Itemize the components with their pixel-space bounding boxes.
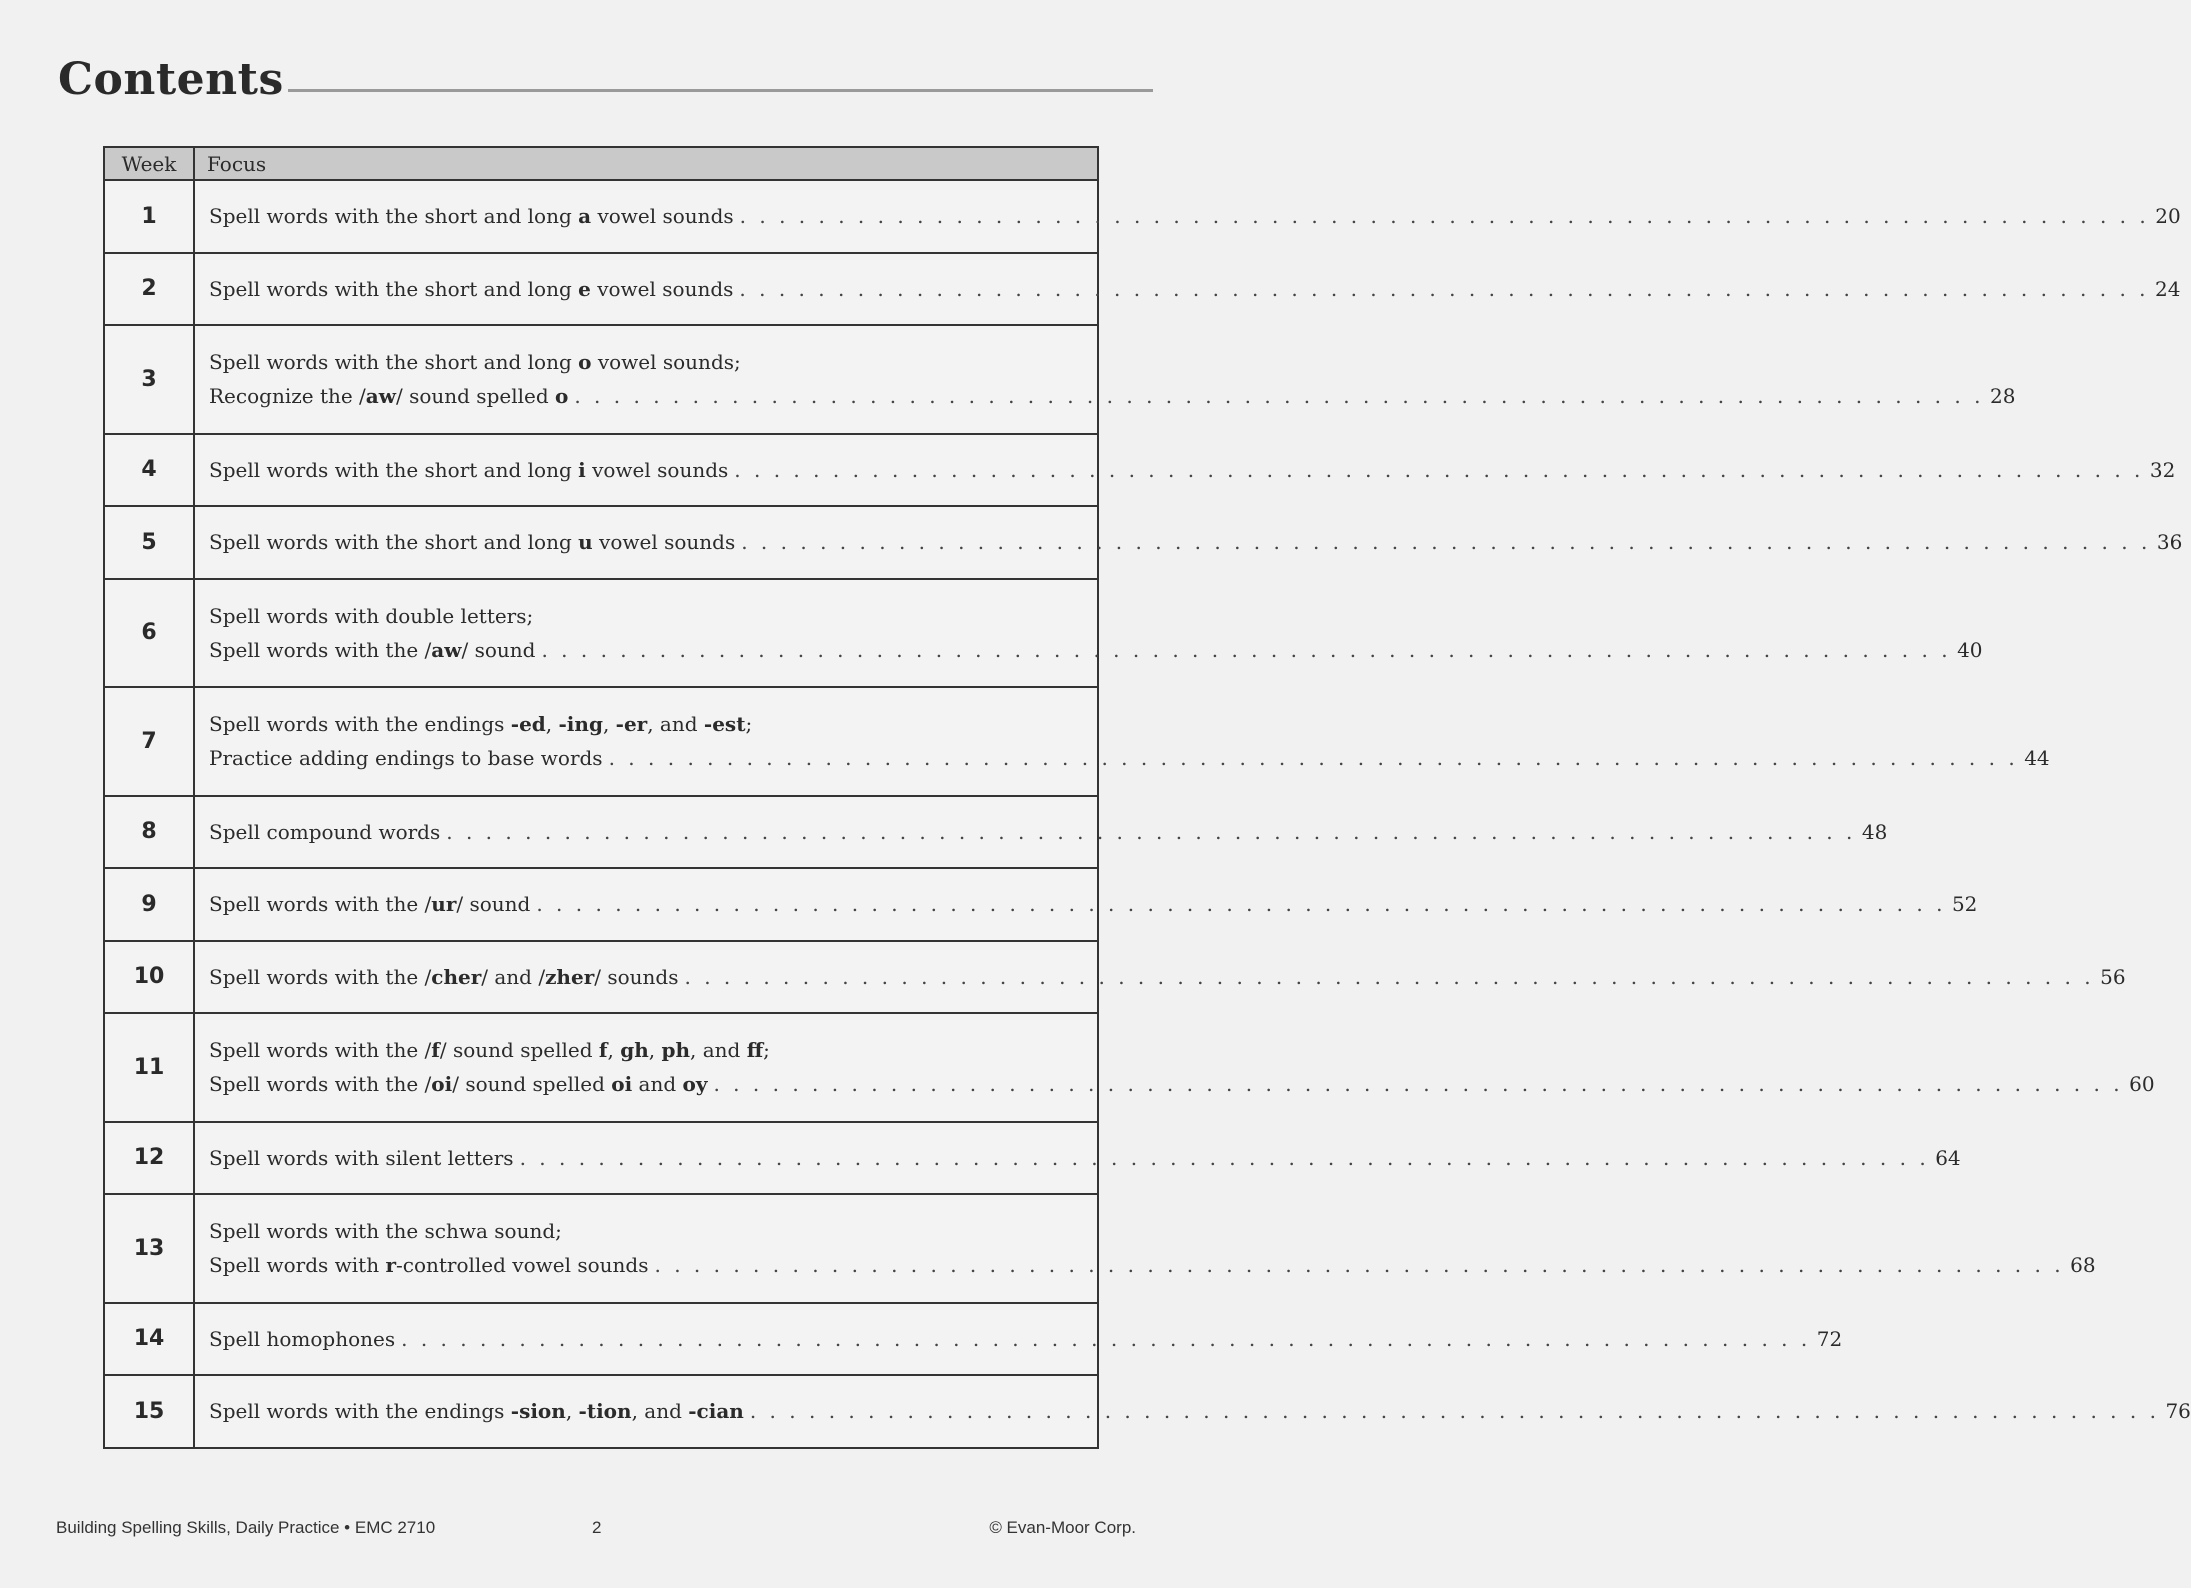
week-number: 12 xyxy=(104,1122,194,1195)
page-number: 40 xyxy=(1957,637,1983,662)
week-number: 13 xyxy=(104,1194,194,1303)
page-number: 48 xyxy=(1861,819,1888,844)
focus-text xyxy=(209,199,734,233)
focus-text-part: vowel sounds xyxy=(585,457,729,482)
focus-line xyxy=(209,1033,1079,1067)
focus-column-header: Focus xyxy=(194,147,1098,180)
week-number: 6 xyxy=(104,579,194,688)
focus-text-bold: -cian xyxy=(688,1399,744,1424)
focus-text-part: / sound spelled xyxy=(452,1072,612,1097)
week-number: 10 xyxy=(104,941,194,1014)
focus-line xyxy=(209,379,2016,413)
focus-text xyxy=(209,815,440,849)
focus-text-bold: f xyxy=(431,1038,440,1063)
focus-text xyxy=(209,960,678,994)
focus-text-bold: ur xyxy=(431,892,457,917)
focus-cell xyxy=(194,579,1983,688)
focus-text-part: Recognize the / xyxy=(209,384,366,409)
footer-copyright: © Evan-Moor Corp. xyxy=(989,1518,1136,1537)
focus-text xyxy=(209,379,568,413)
table-header-row xyxy=(104,147,1098,180)
focus-cell xyxy=(194,1122,1961,1195)
focus-cell xyxy=(194,687,2050,796)
focus-line xyxy=(209,1067,2155,1101)
title-rule xyxy=(288,89,1153,92)
week-number: 1 xyxy=(104,180,194,253)
focus-text-bold: ph xyxy=(661,1038,691,1063)
leader-dots: . . . . . . . . . . . . . . . . . . . . . . . . . . . . . . . . . . . . . . . . . . . . . . . . . . . . . . . . . . . . . . . . . . . . . . . . xyxy=(741,530,2151,555)
focus-text-part: ; xyxy=(763,1038,770,1063)
title-row xyxy=(58,52,1153,105)
leader-dots: . . . . . . . . . . . . . . . . . . . . . . . . . . . . . . . . . . . . . . . . . . . . . . . . . . . . . . . . . . . . . . . . . . . . . . . . xyxy=(574,384,1984,409)
table-row xyxy=(104,180,1098,253)
leader-dots: . . . . . . . . . . . . . . . . . . . . . . . . . . . . . . . . . . . . . . . . . . . . . . . . . . . . . . . . . . . . . . . . . . . . . . . . xyxy=(713,1072,2124,1097)
focus-text-part: Spell compound words xyxy=(209,819,441,844)
focus-text-part: ; xyxy=(745,712,753,737)
focus-text-part: Spell homophones xyxy=(209,1326,396,1351)
focus-line xyxy=(209,1141,1961,1175)
focus-cell xyxy=(194,1303,1843,1376)
table-row xyxy=(104,1303,1098,1376)
page-number: 72 xyxy=(1816,1326,1843,1351)
focus-cell xyxy=(194,253,2181,326)
contents-table xyxy=(103,146,2191,1449)
leader-dots: . . . . . . . . . . . . . . . . . . . . . . . . . . . . . . . . . . . . . . . . . . . . . . . . . . . . . . . . . . . . . . . . . . . . . . . . xyxy=(401,1326,1811,1351)
week-number: 11 xyxy=(104,1013,194,1122)
focus-text-bold: u xyxy=(578,530,593,555)
focus-text-part: -controlled vowel sounds xyxy=(395,1253,649,1278)
focus-text-bold: o xyxy=(578,350,592,375)
focus-text xyxy=(209,272,733,306)
focus-line xyxy=(209,1322,1843,1356)
focus-line xyxy=(209,599,1079,633)
focus-text-bold: aw xyxy=(365,384,396,409)
page-number: 36 xyxy=(2156,530,2183,555)
focus-line xyxy=(209,815,1888,849)
focus-text-part: , and xyxy=(631,1399,689,1424)
focus-line xyxy=(209,1248,2096,1282)
page-number: 56 xyxy=(2100,964,2126,989)
focus-text xyxy=(209,525,735,559)
table-row xyxy=(104,687,1098,796)
table-row xyxy=(104,506,1098,579)
focus-line xyxy=(209,887,1978,921)
focus-text-part: Spell words with the endings xyxy=(209,1399,511,1424)
focus-text-part: Spell words with the short and long xyxy=(209,276,579,301)
table-row xyxy=(104,941,1098,1014)
focus-cell xyxy=(194,180,2181,253)
focus-text-part: Spell words with the / xyxy=(209,1072,432,1097)
table-row xyxy=(104,434,1098,507)
focus-text-part: Spell words with the endings xyxy=(209,712,511,737)
week-column-header: Week xyxy=(104,147,194,180)
week-number: 2 xyxy=(104,253,194,326)
focus-text xyxy=(209,1322,395,1356)
focus-text-part: , xyxy=(602,712,616,737)
table-body xyxy=(104,180,2191,1448)
week-number: 8 xyxy=(104,796,194,869)
page-number: 32 xyxy=(2149,457,2176,482)
table-row xyxy=(104,1375,1098,1448)
focus-line xyxy=(209,272,2181,306)
focus-line xyxy=(209,453,2176,487)
week-number: 5 xyxy=(104,506,194,579)
focus-line xyxy=(209,741,2050,775)
focus-text-part: Spell words with the / xyxy=(209,892,432,917)
table-row xyxy=(104,1122,1098,1195)
page-number: 60 xyxy=(2129,1072,2155,1097)
focus-text-part: Practice adding endings to base words xyxy=(209,746,603,771)
leader-dots: . . . . . . . . . . . . . . . . . . . . . . . . . . . . . . . . . . . . . . . . . . . . . . . . . . . . . . . . . . . . . . . . . . . . . . . . xyxy=(519,1145,1930,1170)
page-number: 64 xyxy=(1935,1145,1961,1170)
focus-text-part: Spell words with the short and long xyxy=(209,350,579,375)
page-number: 52 xyxy=(1951,892,1978,917)
focus-text-bold: -ed xyxy=(510,712,546,737)
leader-dots: . . . . . . . . . . . . . . . . . . . . . . . . . . . . . . . . . . . . . . . . . . . . . . . . . . . . . . . . . . . . . . . . . . . . . . . . xyxy=(608,746,2019,771)
focus-line xyxy=(209,345,1079,379)
focus-text xyxy=(209,599,533,633)
focus-text-bold: a xyxy=(578,204,592,229)
focus-text-bold: -est xyxy=(703,712,746,737)
focus-text-part: / sound xyxy=(456,892,531,917)
page-number: 24 xyxy=(2155,276,2181,301)
footer-page-number: 2 xyxy=(592,1518,602,1537)
focus-text-part: Spell words with xyxy=(209,1253,386,1278)
focus-text-part: vowel sounds xyxy=(591,204,734,229)
leader-dots: . . . . . . . . . . . . . . . . . . . . . . . . . . . . . . . . . . . . . . . . . . . . . . . . . . . . . . . . . . . . . . . . . . . . . . . . xyxy=(654,1253,2065,1278)
focus-text-bold: cher xyxy=(431,964,482,989)
focus-line xyxy=(209,707,1079,741)
table-row xyxy=(104,325,1098,434)
focus-text-part: , xyxy=(545,712,559,737)
page-title: Contents xyxy=(58,54,284,105)
focus-text-bold: oi xyxy=(611,1072,633,1097)
table-row xyxy=(104,253,1098,326)
table-row xyxy=(104,796,1098,869)
leader-dots: . . . . . . . . . . . . . . . . . . . . . . . . . . . . . . . . . . . . . . . . . . . . . . . . . . . . . . . . . . . . . . . . . . . . . . . . xyxy=(446,819,1856,844)
focus-text xyxy=(209,453,728,487)
focus-text-part: Spell words with the / xyxy=(209,1038,432,1063)
page-number: 76 xyxy=(2165,1399,2191,1424)
focus-text-part: / sound xyxy=(461,637,536,662)
focus-cell xyxy=(194,796,1888,869)
focus-text-part: Spell words with the schwa sound; xyxy=(209,1219,562,1244)
week-number: 3 xyxy=(104,325,194,434)
focus-line xyxy=(209,525,2183,559)
week-number: 14 xyxy=(104,1303,194,1376)
focus-text-bold: aw xyxy=(431,637,462,662)
focus-text-part: , xyxy=(648,1038,662,1063)
page-number: 44 xyxy=(2024,746,2050,771)
focus-text-part: vowel sounds xyxy=(592,530,736,555)
focus-text-part: Spell words with silent letters xyxy=(209,1145,514,1170)
week-number: 9 xyxy=(104,868,194,941)
focus-text-part: Spell words with the short and long xyxy=(209,530,579,555)
focus-cell xyxy=(194,1194,2096,1303)
page-number: 68 xyxy=(2070,1253,2096,1278)
leader-dots: . . . . . . . . . . . . . . . . . . . . . . . . . . . . . . . . . . . . . . . . . . . . . . . . . . . . . . . . . . . . . . . . . . . . . . . . xyxy=(739,276,2150,301)
focus-text xyxy=(209,707,752,741)
focus-cell xyxy=(194,325,2016,434)
week-number: 7 xyxy=(104,687,194,796)
table-row xyxy=(104,579,1098,688)
focus-text-bold: -sion xyxy=(510,1399,566,1424)
focus-text-part: / sounds xyxy=(594,964,679,989)
leader-dots: . . . . . . . . . . . . . . . . . . . . . . . . . . . . . . . . . . . . . . . . . . . . . . . . . . . . . . . . . . . . . . . . . . . . . . . . xyxy=(541,637,1952,662)
focus-text xyxy=(209,345,741,379)
focus-text-bold: f xyxy=(598,1038,608,1063)
focus-cell xyxy=(194,434,2176,507)
focus-line xyxy=(209,1394,2191,1428)
focus-text-bold: -ing xyxy=(558,712,603,737)
focus-text-bold: -tion xyxy=(578,1399,632,1424)
leader-dots: . . . . . . . . . . . . . . . . . . . . . . . . . . . . . . . . . . . . . . . . . . . . . . . . . . . . . . . . . . . . . . . . . . . . . . . . xyxy=(684,964,2095,989)
focus-text-part: Spell words with the short and long xyxy=(209,204,579,229)
focus-text-part: / sound spelled xyxy=(439,1038,599,1063)
page-number: 28 xyxy=(1989,384,2016,409)
focus-text-part: vowel sounds; xyxy=(591,350,741,375)
focus-text-bold: oy xyxy=(682,1072,708,1097)
focus-text-part: Spell words with the / xyxy=(209,637,432,662)
focus-text xyxy=(209,741,603,775)
focus-text xyxy=(209,1033,770,1067)
table-row xyxy=(104,868,1098,941)
leader-dots: . . . . . . . . . . . . . . . . . . . . . . . . . . . . . . . . . . . . . . . . . . . . . . . . . . . . . . . . . . . . . . . . . . . . . . . . xyxy=(749,1399,2160,1424)
table-row xyxy=(104,1013,1098,1122)
focus-text-part: and xyxy=(632,1072,683,1097)
focus-text xyxy=(209,1394,744,1428)
focus-text xyxy=(209,1248,648,1282)
focus-text-bold: i xyxy=(578,457,586,482)
focus-text-part: / and / xyxy=(481,964,546,989)
focus-line xyxy=(209,199,2181,233)
focus-text-part: Spell words with the short and long xyxy=(209,457,579,482)
week-number: 15 xyxy=(104,1375,194,1448)
focus-line xyxy=(209,960,2126,994)
focus-cell xyxy=(194,506,2183,579)
focus-text-bold: r xyxy=(385,1253,396,1278)
focus-text-part: , xyxy=(607,1038,621,1063)
focus-text-bold: zher xyxy=(545,964,595,989)
focus-cell xyxy=(194,1013,2155,1122)
leader-dots: . . . . . . . . . . . . . . . . . . . . . . . . . . . . . . . . . . . . . . . . . . . . . . . . . . . . . . . . . . . . . . . . . . . . . . . . xyxy=(739,204,2150,229)
focus-text-part: vowel sounds xyxy=(590,276,734,301)
leader-dots: . . . . . . . . . . . . . . . . . . . . . . . . . . . . . . . . . . . . . . . . . . . . . . . . . . . . . . . . . . . . . . . . . . . . . . . . xyxy=(734,457,2144,482)
focus-text-bold: o xyxy=(555,384,569,409)
focus-text-part: , xyxy=(565,1399,579,1424)
focus-text-bold: gh xyxy=(620,1038,649,1063)
focus-text-part: Spell words with the / xyxy=(209,964,432,989)
focus-cell xyxy=(194,868,1978,941)
focus-text xyxy=(209,1067,707,1101)
table-row xyxy=(104,1194,1098,1303)
week-number: 4 xyxy=(104,434,194,507)
focus-text-part: , and xyxy=(690,1038,747,1063)
focus-text xyxy=(209,1141,514,1175)
footer-book-title: Building Spelling Skills, Daily Practice • EMC 2710 xyxy=(56,1518,436,1537)
focus-text xyxy=(209,887,530,921)
focus-line xyxy=(209,1214,1079,1248)
focus-line xyxy=(209,633,1983,667)
focus-text-bold: ff xyxy=(746,1038,764,1063)
focus-text-bold: e xyxy=(578,276,591,301)
focus-text-part: / sound spelled xyxy=(395,384,555,409)
focus-text-bold: oi xyxy=(431,1072,453,1097)
focus-text-bold: -er xyxy=(615,712,648,737)
leader-dots: . . . . . . . . . . . . . . . . . . . . . . . . . . . . . . . . . . . . . . . . . . . . . . . . . . . . . . . . . . . . . . . . . . . . . . . . xyxy=(536,892,1946,917)
focus-text xyxy=(209,633,535,667)
focus-cell xyxy=(194,1375,2191,1448)
focus-cell xyxy=(194,941,2126,1014)
focus-text-part: , and xyxy=(647,712,704,737)
page-number: 20 xyxy=(2155,204,2181,229)
focus-text-part: Spell words with double letters; xyxy=(209,603,534,628)
focus-text xyxy=(209,1214,562,1248)
